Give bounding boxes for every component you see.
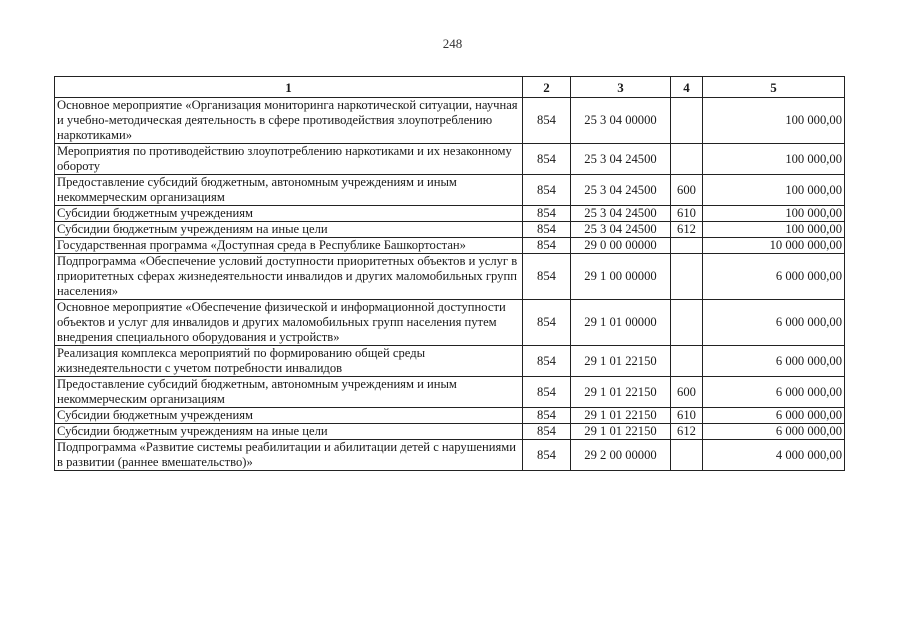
header-col-4: 4 <box>671 77 703 98</box>
row-col-2: 854 <box>523 238 571 254</box>
row-col-3: 25 3 04 24500 <box>571 222 671 238</box>
row-col-3: 29 1 00 00000 <box>571 254 671 300</box>
table-row <box>55 175 845 206</box>
table-row <box>55 206 845 222</box>
budget-table <box>54 76 845 471</box>
row-col-2: 854 <box>523 206 571 222</box>
row-col-5: 6 000 000,00 <box>703 408 845 424</box>
row-col-5: 100 000,00 <box>703 206 845 222</box>
row-col-2: 854 <box>523 300 571 346</box>
row-name: Предоставление субсидий бюджетным, автономным учреждениям и иным некоммерческим организациям <box>55 377 523 408</box>
header-col-5: 5 <box>703 77 845 98</box>
row-col-2: 854 <box>523 408 571 424</box>
row-col-4 <box>671 238 703 254</box>
row-col-5: 100 000,00 <box>703 144 845 175</box>
row-col-2: 854 <box>523 424 571 440</box>
table-row <box>55 424 845 440</box>
row-col-5: 6 000 000,00 <box>703 377 845 408</box>
row-col-2: 854 <box>523 440 571 471</box>
row-col-4 <box>671 346 703 377</box>
row-col-3: 29 1 01 22150 <box>571 424 671 440</box>
row-col-2: 854 <box>523 222 571 238</box>
row-col-4 <box>671 254 703 300</box>
table-row <box>55 254 845 300</box>
row-col-2: 854 <box>523 175 571 206</box>
row-col-4: 610 <box>671 206 703 222</box>
header-col-1: 1 <box>55 77 523 98</box>
row-col-2: 854 <box>523 377 571 408</box>
row-col-4: 612 <box>671 424 703 440</box>
table-row <box>55 346 845 377</box>
row-col-3: 29 1 01 22150 <box>571 346 671 377</box>
row-col-5: 6 000 000,00 <box>703 254 845 300</box>
row-col-3: 25 3 04 24500 <box>571 144 671 175</box>
row-name: Реализация комплекса мероприятий по формированию общей среды жизнедеятельности с учетом потребности инвалидов <box>55 346 523 377</box>
row-col-3: 25 3 04 24500 <box>571 206 671 222</box>
row-name: Субсидии бюджетным учреждениям <box>55 206 523 222</box>
table-row <box>55 440 845 471</box>
table-row <box>55 408 845 424</box>
table-row <box>55 222 845 238</box>
row-col-2: 854 <box>523 98 571 144</box>
table-row <box>55 377 845 408</box>
row-col-5: 4 000 000,00 <box>703 440 845 471</box>
row-col-5: 6 000 000,00 <box>703 424 845 440</box>
row-name: Мероприятия по противодействию злоупотреблению наркотиками и их незаконному обороту <box>55 144 523 175</box>
table-row <box>55 300 845 346</box>
row-name: Подпрограмма «Обеспечение условий доступности приоритетных объектов и услуг в приоритетных сферах жизнедеятельности инвалидов и других маломобильных групп населения» <box>55 254 523 300</box>
row-name: Основное мероприятие «Организация мониторинга наркотической ситуации, научная и учебно-методическая деятельность в сфере противодействия злоупотреблению наркотиками» <box>55 98 523 144</box>
row-col-3: 29 1 01 00000 <box>571 300 671 346</box>
row-col-2: 854 <box>523 346 571 377</box>
row-name: Субсидии бюджетным учреждениям на иные цели <box>55 424 523 440</box>
row-col-4: 600 <box>671 377 703 408</box>
row-col-3: 29 1 01 22150 <box>571 377 671 408</box>
table-header-row <box>55 77 845 98</box>
row-name: Субсидии бюджетным учреждениям <box>55 408 523 424</box>
row-name: Предоставление субсидий бюджетным, автономным учреждениям и иным некоммерческим организациям <box>55 175 523 206</box>
row-name: Государственная программа «Доступная среда в Республике Башкортостан» <box>55 238 523 254</box>
row-col-2: 854 <box>523 144 571 175</box>
row-name: Субсидии бюджетным учреждениям на иные цели <box>55 222 523 238</box>
row-col-3: 29 1 01 22150 <box>571 408 671 424</box>
header-col-2: 2 <box>523 77 571 98</box>
row-col-4 <box>671 98 703 144</box>
row-col-5: 100 000,00 <box>703 98 845 144</box>
table-row <box>55 238 845 254</box>
row-col-4 <box>671 300 703 346</box>
row-col-2: 854 <box>523 254 571 300</box>
page-number: 248 <box>442 36 463 51</box>
row-col-3: 29 0 00 00000 <box>571 238 671 254</box>
row-col-3: 29 2 00 00000 <box>571 440 671 471</box>
row-col-3: 25 3 04 00000 <box>571 98 671 144</box>
row-col-4 <box>671 144 703 175</box>
row-col-4: 610 <box>671 408 703 424</box>
row-col-4: 600 <box>671 175 703 206</box>
row-col-5: 100 000,00 <box>703 175 845 206</box>
row-col-4: 612 <box>671 222 703 238</box>
row-col-5: 6 000 000,00 <box>703 300 845 346</box>
row-col-5: 100 000,00 <box>703 222 845 238</box>
table-row <box>55 98 845 144</box>
row-col-5: 6 000 000,00 <box>703 346 845 377</box>
row-name: Подпрограмма «Развитие системы реабилитации и абилитации детей с нарушениями в развитии (раннее вмешательство)» <box>55 440 523 471</box>
row-col-3: 25 3 04 24500 <box>571 175 671 206</box>
row-col-4 <box>671 440 703 471</box>
row-name: Основное мероприятие «Обеспечение физической и информационной доступности объектов и услуг для инвалидов и других маломобильных групп населения путем внедрения специального оборудования и устройств» <box>55 300 523 346</box>
table-row <box>55 144 845 175</box>
row-col-5: 10 000 000,00 <box>703 238 845 254</box>
header-col-3: 3 <box>571 77 671 98</box>
